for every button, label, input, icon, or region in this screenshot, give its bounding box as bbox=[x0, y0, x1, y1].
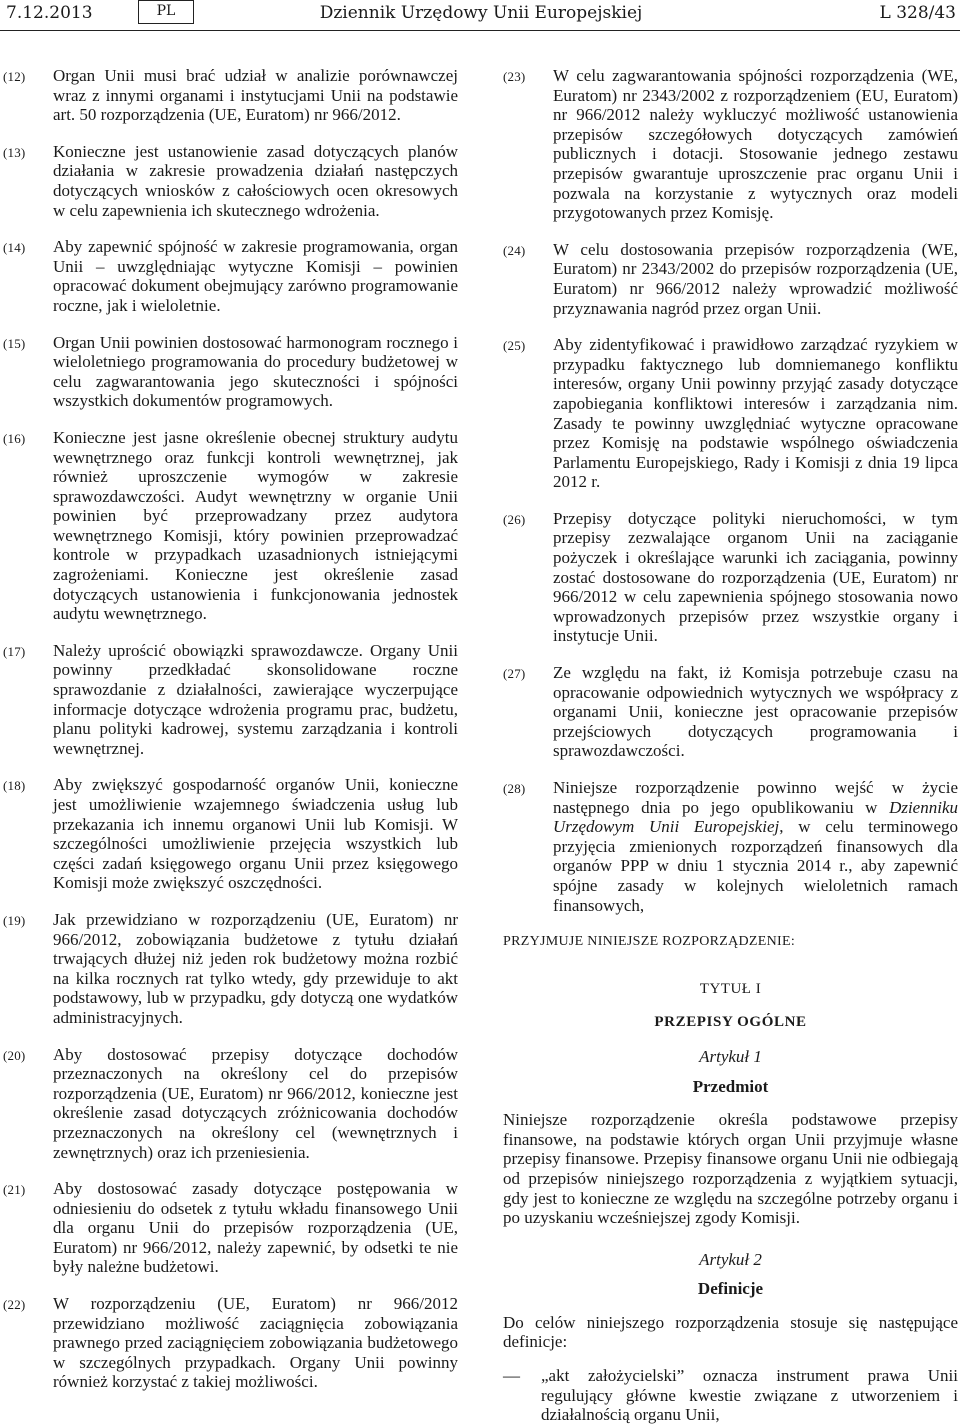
recital-number: (24) bbox=[503, 242, 526, 258]
adoption-formula: PRZYJMUJE NINIEJSZE ROZPORZĄDZENIE: bbox=[503, 934, 796, 950]
recital-text: Aby zapewnić spójność w zakresie programowania, organ Unii – uwzględniając wytyczne Komisji – powinien opracować dokument obejmujący zarówno programowanie roczne, jak i wieloletnie. bbox=[53, 237, 458, 315]
recital-21 bbox=[3, 1179, 458, 1277]
recital-number: (21) bbox=[3, 1182, 26, 1198]
recital-text: Aby zidentyfikować i prawidłowo zarządzać ryzykiem w przypadku faktycznego lub domniemanego konfliktu interesów, organy Unii powinny przyjąć zasady dotyczące zapobiegania konfliktowi interesów i zarządzania nim. Zasady te powinny uwzględniać wytyczne opracowane przez Komisję na podstawie wspólnego oświadczenia Parlamentu Europejskiego, Rady i Komisji z dnia 19 lipca 2012 r. bbox=[553, 335, 958, 492]
recital-number: (16) bbox=[3, 430, 26, 446]
recital-28-text-before: Niniejsze rozporządzenie powinno wejść w życie następnego dnia po jego opublikowaniu w bbox=[553, 778, 958, 817]
recital-number: (22) bbox=[3, 1297, 26, 1313]
recital-text: Aby dostosować zasady dotyczące postępowania w odniesieniu do odsetek z tytułu wkładu finansowego Unii dla organu Unii do przepisów rozporządzenia (UE, Euratom) nr 966/2012, należy zapewnić, by odsetki te nie były należne budżetowi. bbox=[53, 1179, 458, 1277]
left-column bbox=[3, 66, 458, 1409]
article-2-heading: Definicje bbox=[697, 1279, 764, 1299]
journal-title: Dziennik Urzędowy Unii Europejskiej bbox=[319, 3, 643, 23]
recital-26 bbox=[503, 509, 958, 646]
recital-number: (20) bbox=[3, 1047, 26, 1063]
recital-20 bbox=[3, 1045, 458, 1163]
recital-number: (18) bbox=[3, 778, 26, 794]
recital-number: (15) bbox=[3, 335, 26, 351]
recital-15 bbox=[3, 333, 458, 411]
recital-16 bbox=[3, 428, 458, 624]
recital-text: Należy uprościć obowiązki sprawozdawcze. Organy Unii powinny przedkładać skonsolidowane roczne sprawozdanie z działalności, zawierające wyczerpujące informacje dotyczące wdrożenia programu prac, budżetu, planu polityki kadrowej, systemu zarządzania i kontroli wewnętrznej. bbox=[53, 640, 458, 758]
recital-text: Organ Unii powinien dostosować harmonogram rocznego i wieloletniego programowania do procedury budżetowej w celu zagwarantowania jego skuteczności i spójności wszystkich dokumentów programowych. bbox=[53, 332, 458, 411]
journal-name-italic: Dzienniku Urzędowym Unii Europejskiej bbox=[553, 797, 958, 837]
recital-18 bbox=[3, 775, 458, 893]
recital-25 bbox=[503, 335, 958, 492]
recital-text: Ze względu na fakt, iż Komisja potrzebuje czasu na opracowanie odpowiednich wytycznych we współpracy z organami Unii, konieczne jest opracowanie przepisów przejściowych dotyczących programowania i sprawozdawczości. bbox=[553, 663, 958, 761]
recital-number: (13) bbox=[3, 144, 26, 160]
definition-item bbox=[503, 1366, 958, 1425]
recital-number: (26) bbox=[503, 511, 526, 527]
recital-19 bbox=[3, 910, 458, 1028]
recital-text bbox=[553, 778, 958, 915]
page-header bbox=[6, 0, 956, 30]
recital-text: Przepisy dotyczące polityki nieruchomości, w tym przepisy zezwalające organom Unii na zaciąganie pożyczek i określające warunki ich zaciągania, powinny zostać dostosowane do rozporządzenia (UE, Euratom) nr 966/2012 w celu zapewnienia spójnego stosowania nowo wprowadzonych przepisów przez wszystkie organy i instytucje Unii. bbox=[553, 508, 958, 646]
article-2-label: Artykuł 2 bbox=[699, 1249, 762, 1269]
recital-number: (12) bbox=[3, 69, 26, 84]
page-reference: L 328/43 bbox=[879, 3, 956, 23]
recital-14 bbox=[3, 237, 458, 315]
header-rule bbox=[0, 30, 960, 31]
recital-text: Aby zwiększyć gospodarność organów Unii, konieczne jest umożliwienie wzajemnego świadczenia usług lub przekazania ich innemu organowi Unii lub Komisji. W szczególności umożliwienie przejęcia wszystkich lub części zadań księgowego organu Unii przez księgowego Komisji może zwiększyć oszczędności. bbox=[53, 775, 458, 893]
recital-22 bbox=[3, 1294, 458, 1392]
recital-number: (28) bbox=[503, 781, 526, 796]
recital-text: Konieczne jest ustanowienie zasad dotyczących planów działania w zakresie prowadzenia działań następczych dotyczących wniosków z całościowych ocen okresowych w celu zapewnienia ich skutecznego wdrożenia. bbox=[53, 141, 458, 220]
recital-28-text-after: , w celu terminowego przyjęcia zmienionych rozporządzeń finansowych dla organów PPP w dniu 1 stycznia 2014 r., aby zapewnić spójne zasady w kolejnych wieloletnich ramach finansowych, bbox=[553, 817, 958, 915]
recital-number: (25) bbox=[503, 338, 526, 354]
definition-text: „akt założycielski” oznacza instrument prawa Unii regulujący główne kwestie związane z utworzeniem i działalnością organu Unii, bbox=[541, 1366, 958, 1425]
article-1-heading: Przedmiot bbox=[692, 1076, 769, 1096]
publication-date: 7.12.2013 bbox=[6, 3, 93, 23]
recital-text: Jak przewidziano w rozporządzeniu (UE, Euratom) nr 966/2012, zobowiązania budżetowe z tytułu działań trwających dłużej niż jeden rok budżetowy można rozbić na kilka rocznych rat tylko wtedy, gdy przewiduje to akt podstawowy, lub w przypadku, gdy dotyczą one wydatków administracyjnych. bbox=[53, 909, 458, 1027]
right-column bbox=[503, 66, 958, 1425]
recital-text: Konieczne jest jasne określenie obecnej struktury audytu wewnętrznego oraz funkcji kontroli wewnętrznej, jak również uproszczenie wymogów w zakresie sprawozdawczości. Audyt wewnętrzny w organie Unii powinien być przeprowadzany przez audytora wewnętrznego Komisji, który powinien przeprowadzać kontrole w przypadkach uzasadnionych istniejącymi zagrożeniami. Konieczne jest określenie zasad dotyczących ustanowienia i funkcjonowania jednostek audytu wewnętrznego. bbox=[53, 427, 458, 624]
recital-23 bbox=[503, 66, 958, 223]
recital-number: (27) bbox=[503, 666, 526, 682]
dash-bullet: — bbox=[503, 1366, 520, 1386]
recital-number: (23) bbox=[503, 69, 526, 84]
recital-28 bbox=[503, 778, 958, 915]
recital-text: W celu zagwarantowania spójności rozporządzenia (WE, Euratom) nr 2343/2002 z rozporządzeniem (EU, Euratom) nr 966/2012 należy wykluczyć możliwość ustanowienia przepisów szczegółowych dotyczących zamówień publicznych i dotacji. Stosowanie jednego zestawu przepisów gwarantuje uproszczenie prac organu Unii i pozwala na korzystanie z wytycznych oraz modeli przygotowanych przez Komisję. bbox=[553, 66, 958, 223]
recital-text: W celu dostosowania przepisów rozporządzenia (WE, Euratom) nr 2343/2002 do przepisów rozporządzenia (UE, Euratom) nr 966/2012 należy wprowadzić możliwość przyznawania nagród przez organ Unii. bbox=[553, 239, 958, 318]
article-2-intro: Do celów niniejszego rozporządzenia stosuje się następujące definicje: bbox=[503, 1312, 958, 1352]
recital-17 bbox=[3, 641, 458, 759]
language-badge: PL bbox=[138, 0, 194, 24]
recital-12 bbox=[3, 66, 458, 125]
article-1-label: Artykuł 1 bbox=[699, 1046, 762, 1066]
recital-text: Organ Unii musi brać udział w analizie porównawczej wraz z innymi organami i instytucjami Unii na podstawie art. 50 rozporządzenia (UE, Euratom) nr 966/2012. bbox=[53, 66, 458, 125]
article-1-text: Niniejsze rozporządzenie określa podstawowe przepisy finansowe, na podstawie których organ Unii przyjmuje własne przepisy finansowe. Przepisy finansowe organu Unii nie odbiegają od przepisów niniejszego rozporządzenia z wyjątkiem sytuacji, gdy jest to konieczne ze względu na szczególne potrzeby organu i po uzyskaniu wcześniejszej zgody Komisji. bbox=[503, 1110, 958, 1228]
recital-27 bbox=[503, 663, 958, 761]
recital-13 bbox=[3, 142, 458, 220]
recital-24 bbox=[503, 240, 958, 318]
recital-number: (19) bbox=[3, 912, 26, 928]
title-heading: PRZEPISY OGÓLNE bbox=[654, 1014, 807, 1031]
recital-number: (17) bbox=[3, 643, 26, 659]
title-number: TYTUŁ I bbox=[699, 980, 762, 997]
recital-text: Aby dostosować przepisy dotyczące dochodów przeznaczonych na określony cel do przepisów rozporządzenia (UE, Euratom) nr 966/2012, konieczne jest określenie zasad dotyczących zróżnicowania dochodów przeznaczonych na określony cel (wewnętrznych i zewnętrznych) oraz ich przeniesienia. bbox=[53, 1044, 458, 1162]
recital-text: W rozporządzeniu (UE, Euratom) nr 966/2012 przewidziano możliwość zaciągnięcia zobowiązania prawnego przed zaciągnięciem zobowiązania budżetowego w szczególnych przypadkach. Organy Unii powinny również korzystać z takiej możliwości. bbox=[53, 1294, 458, 1392]
recital-number: (14) bbox=[3, 240, 26, 256]
